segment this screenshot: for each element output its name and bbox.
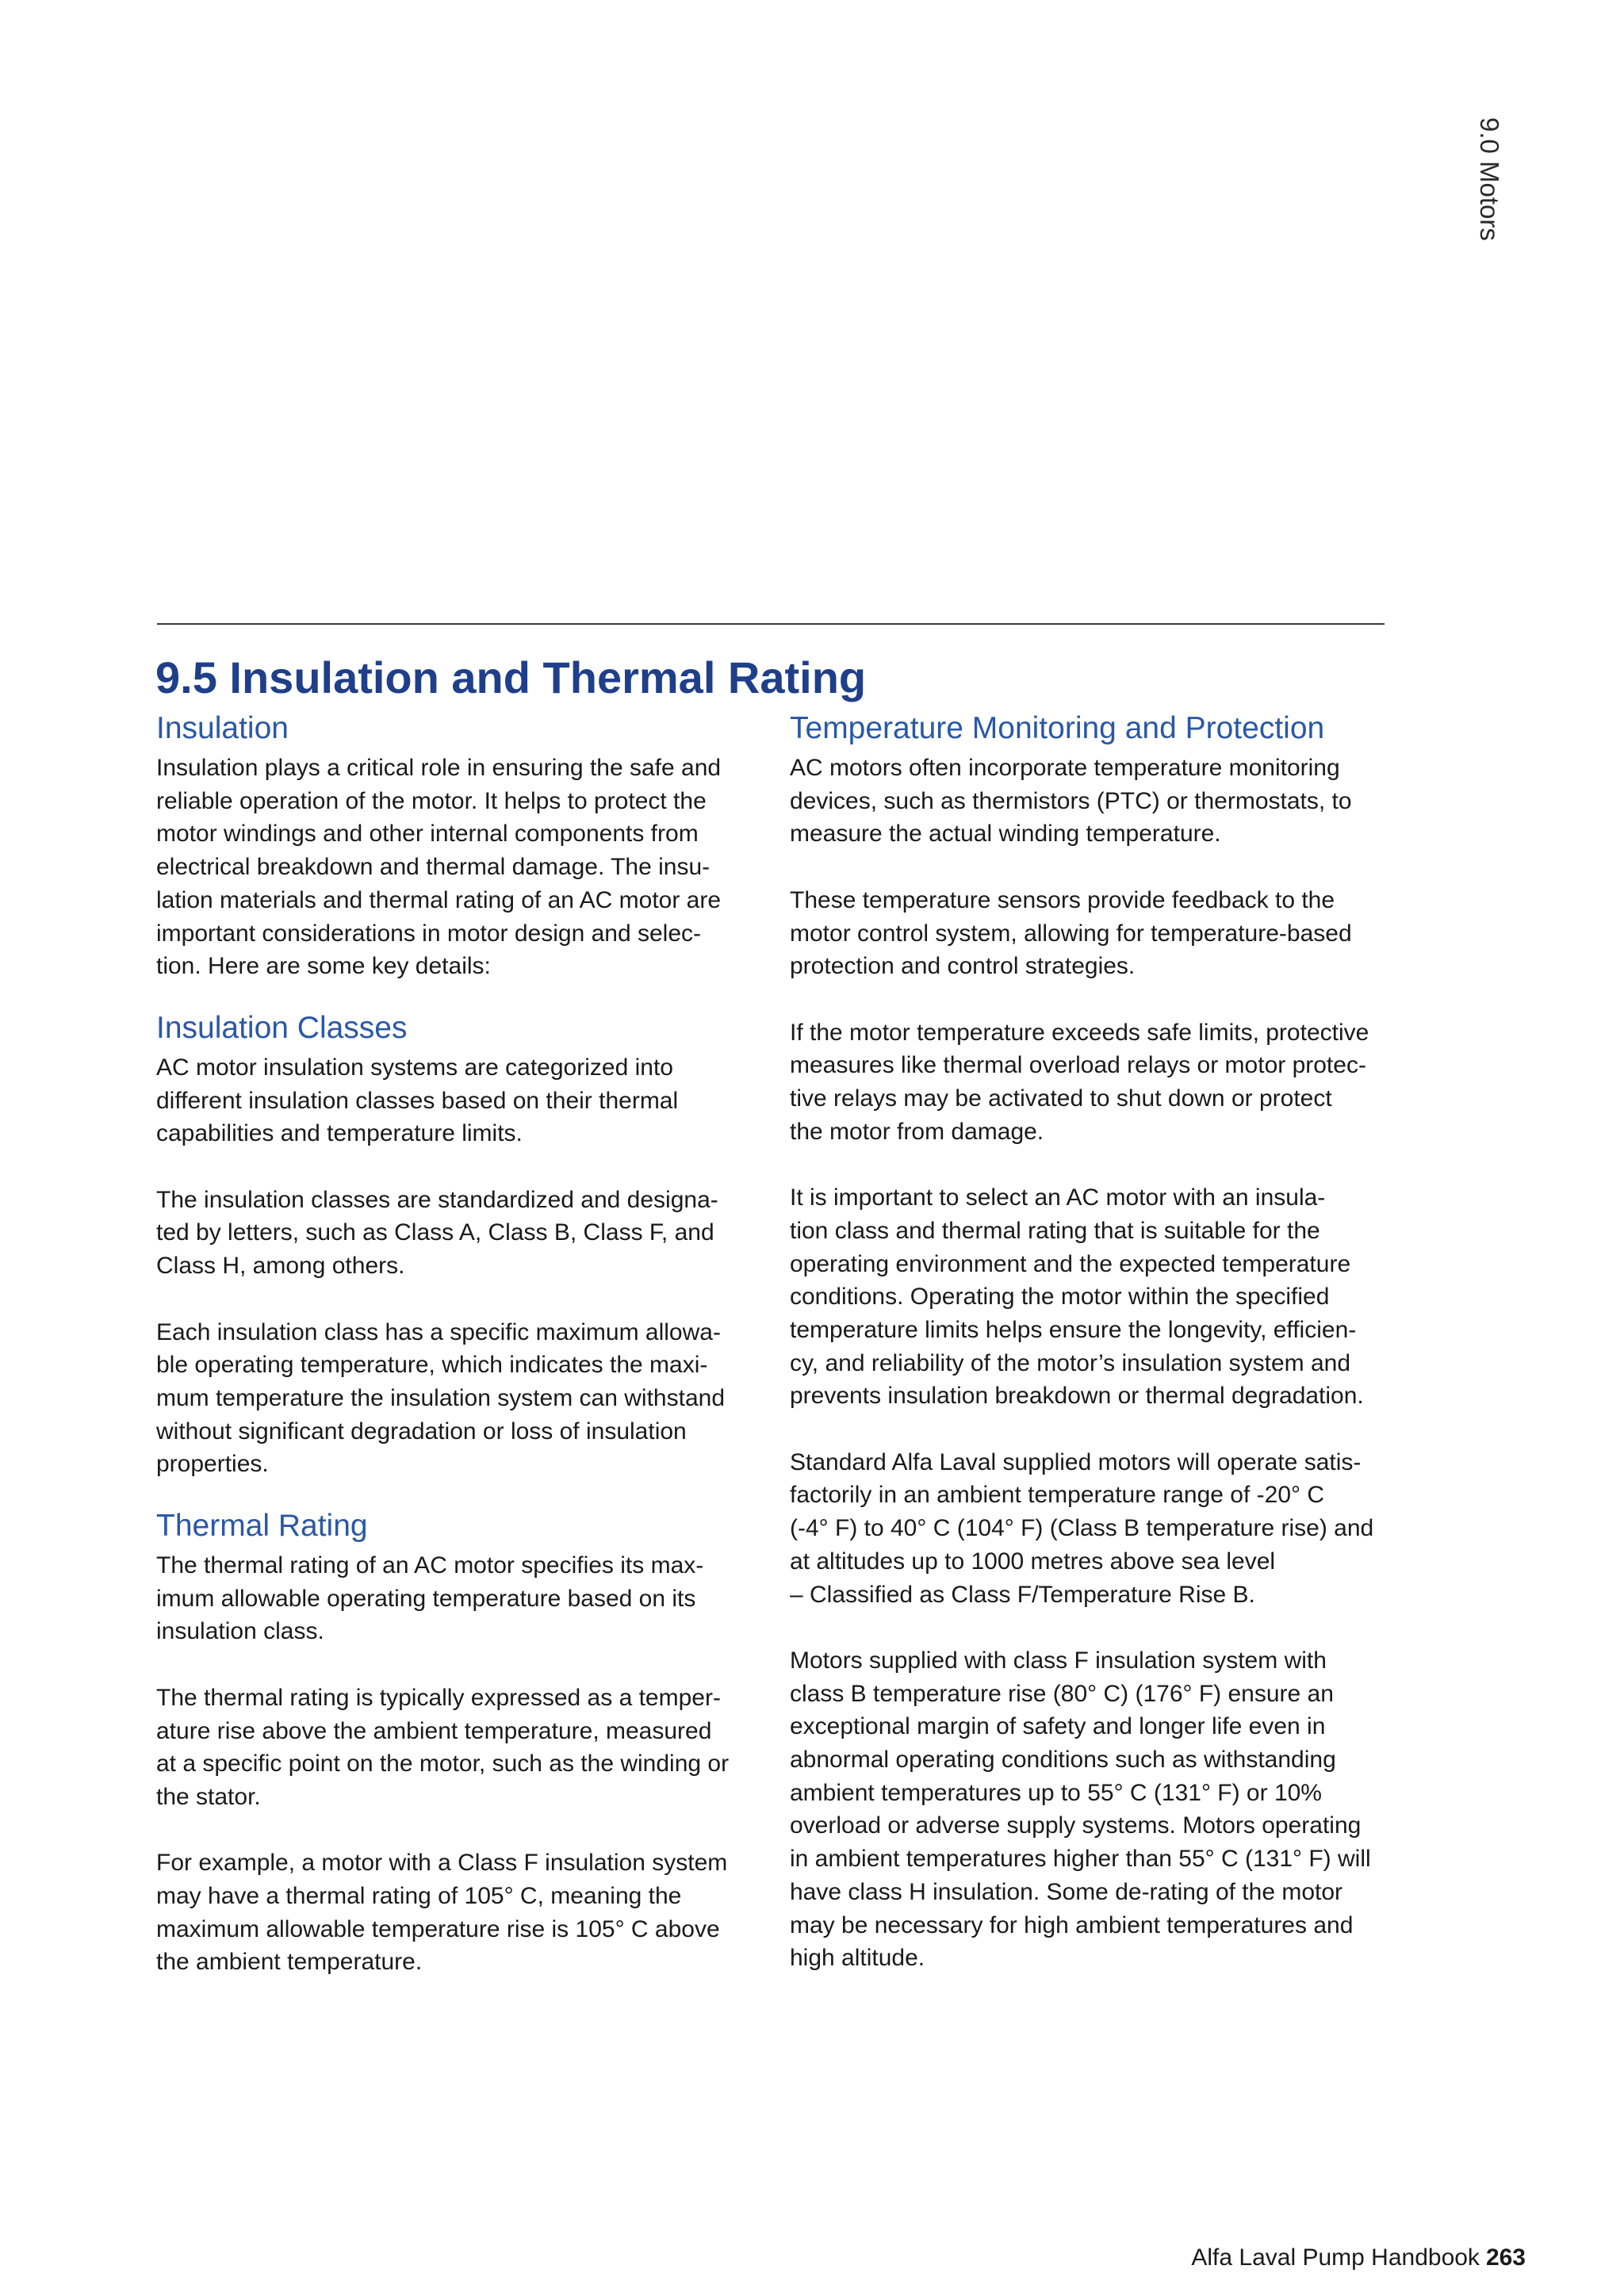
thermal-rating-paragraph: The thermal rating of an AC motor specifies its max- imum allowable operating temperature based on its insulation class. [156, 1552, 704, 1645]
insulation-classes-paragraph: AC motor insulation systems are categorized into different insulation classes based on their thermal capabilities and temperature limits. [156, 1054, 679, 1147]
thermal-rating-section [156, 1503, 759, 1979]
insulation-paragraph: Insulation plays a critical role in ensuring the safe and reliable operation of the motor. It helps to protect the motor windings and other internal components from electrical breakdown and thermal damage. The insu- lation materials and thermal rating of an AC motor are important considerations in motor design and selec- tion. Here are some key details: [156, 755, 722, 980]
insulation-classes-section [156, 1005, 759, 1481]
temperature-monitoring-paragraph: It is important to select an AC motor with an insula- tion class and thermal rating that is suitable for the operating environment and the expected temperature conditions. Operating the motor within the specified temperature limits helps ensure the longevity, efficien- cy, and reliability of the motor’s insulation system and prevents insulation breakdown or thermal degradation. [790, 1184, 1364, 1410]
temperature-monitoring-paragraph: These temperature sensors provide feedback to the motor control system, allowing for temperature-based protection and control strategies. [790, 886, 1352, 980]
temperature-monitoring-paragraph: Standard Alfa Laval supplied motors will operate satis- factorily in an ambient temperature range of -20° C (-4° F) to 40° C (104° F) (Class B temperature rise) and at altitudes up to 1000 metres above sea level – Classified as Class F/Temperature Rise B. [790, 1448, 1374, 1608]
thermal-rating-heading: Thermal Rating [156, 1509, 368, 1544]
page-number: 263 [1485, 2244, 1526, 2271]
temperature-monitoring-section [790, 706, 1392, 1975]
page-title: 9.5 Insulation and Thermal Rating [155, 652, 867, 702]
thermal-rating-paragraph: The thermal rating is typically expressed as a temper- ature rise above the ambient temperature, measured at a specific point on the motor, such as the winding or the stator. [156, 1684, 730, 1810]
insulation-section [156, 706, 759, 983]
temperature-monitoring-heading: Temperature Monitoring and Protection [790, 711, 1325, 745]
insulation-classes-paragraph: The insulation classes are standardized and designa- ted by letters, such as Class A, Class B, Class F, and Class H, among others. [156, 1186, 718, 1280]
temperature-monitoring-paragraph: Motors supplied with class F insulation system with class B temperature rise (80° C) (176° F) ensure an exceptional margin of safety and longer life even in abnormal operating conditions such as withstanding ambient temperatures up to 55° C (131° F) or 10% overload or adverse supply systems. Motors operating in ambient temperatures higher than 55° C (131° F) will have class H insulation. Some de-rating of the motor may be necessary for high ambient temperatures and high altitude. [790, 1647, 1371, 1972]
insulation-heading: Insulation [156, 711, 289, 745]
page-footer [1191, 2242, 1526, 2274]
thermal-rating-paragraph: For example, a motor with a Class F insulation system may have a thermal rating of 105° C, meaning the maximum allowable temperature rise is 105° C above the ambient temperature. [156, 1850, 728, 1976]
insulation-classes-paragraph: Each insulation class has a specific maximum allowa- ble operating temperature, which indicates the maxi- mum temperature the insulation system can withstand without significant degradation or loss of insulation properties. [156, 1318, 725, 1478]
publication-name: Alfa Laval Pump Handbook [1191, 2244, 1480, 2271]
right-column [790, 706, 1392, 1975]
left-column [156, 706, 759, 1979]
title-divider [157, 623, 1385, 625]
section-side-tab: 9.0 Motors [1475, 117, 1504, 241]
temperature-monitoring-paragraph: If the motor temperature exceeds safe limits, protective measures like thermal overload relays or motor protec- tive relays may be activated to shut down or protect the motor from damage. [790, 1019, 1369, 1145]
temperature-monitoring-paragraph: AC motors often incorporate temperature monitoring devices, such as thermistors (PTC) or thermostats, to measure the actual winding temperature. [790, 755, 1352, 848]
insulation-classes-heading: Insulation Classes [156, 1010, 408, 1045]
